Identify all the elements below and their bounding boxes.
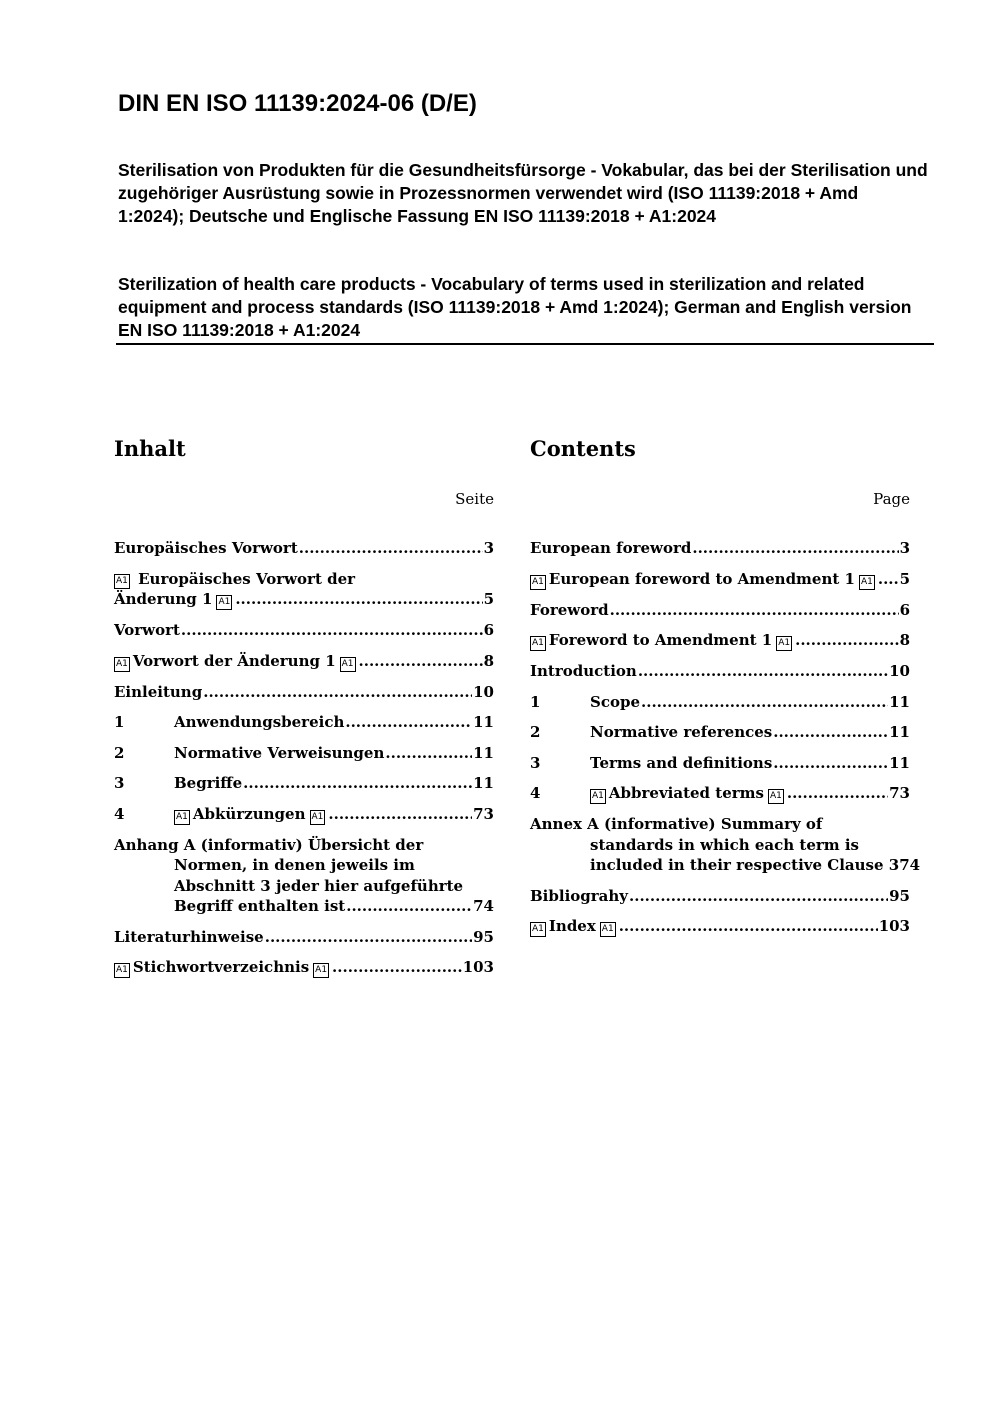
- toc-entry-title: Index: [548, 917, 596, 935]
- toc-entry-page: 11: [889, 753, 910, 772]
- amendment-start-marker: A1: [530, 575, 546, 590]
- toc-entry-page: 73: [889, 784, 910, 802]
- toc-entry[interactable]: [114, 538, 494, 559]
- toc-heading: Contents: [530, 436, 636, 461]
- amendment-start-marker: A1: [590, 789, 606, 804]
- toc-entry-title: Europäisches Vorwort der: [138, 569, 356, 588]
- toc-entry-page: 103: [462, 958, 494, 976]
- toc-entry-page: 11: [473, 743, 494, 762]
- toc-entry-page: 8: [483, 651, 494, 670]
- clause-number: 1: [114, 713, 125, 731]
- clause-number: 2: [114, 743, 125, 762]
- toc-entry[interactable]: [114, 682, 494, 703]
- toc-entry-title: Anwendungsbereich: [174, 713, 345, 731]
- toc-entry-title: Einleitung: [114, 682, 203, 701]
- toc-entry-title-cont: Abschnitt 3 jeder hier aufgeführte: [174, 876, 464, 895]
- toc-entry-page: 11: [889, 692, 910, 711]
- toc-entry-page: 6: [483, 621, 494, 639]
- amendment-end-marker: A1: [340, 657, 356, 672]
- clause-number: 2: [530, 723, 541, 741]
- toc-entry[interactable]: [530, 692, 910, 713]
- clause-number: 3: [530, 753, 541, 772]
- toc-entry[interactable]: [114, 927, 494, 948]
- amendment-end-marker: A1: [776, 636, 792, 651]
- amendment-end-marker: A1: [859, 575, 875, 590]
- page-column-label: Page: [873, 490, 910, 508]
- clause-number: 1: [530, 692, 541, 711]
- toc-entry-title: European foreword to Amendment 1: [548, 569, 855, 588]
- toc-entry-page: 3: [899, 539, 910, 557]
- toc-entry-title: Foreword to Amendment 1: [548, 631, 773, 649]
- toc-entry-page: 11: [473, 713, 494, 731]
- toc-entry-page: 8: [899, 631, 910, 649]
- toc-entry-title: Begriffe: [174, 774, 243, 792]
- toc-entry-title: Terms and definitions: [590, 753, 773, 772]
- toc-entry[interactable]: [530, 722, 910, 743]
- amendment-start-marker: A1: [530, 636, 546, 651]
- amendment-end-marker: A1: [600, 922, 616, 937]
- toc-entry-title: Bibliograhy: [530, 886, 628, 905]
- header-rule: [116, 343, 934, 345]
- toc-entry[interactable]: [530, 661, 910, 682]
- title-english: Sterilization of health care products - Vocabulary of terms used in sterilization and related equipment and process standards (ISO 11139:2018 + Amd 1:2024); German and English version EN ISO 11139:2018 + A1:2024: [118, 274, 912, 340]
- toc-entry[interactable]: [530, 753, 910, 774]
- toc-entry[interactable]: [530, 538, 910, 559]
- toc-entry-page: 10: [889, 662, 910, 680]
- toc-entry-title: Anhang A (informativ) Übersicht der: [114, 835, 424, 854]
- toc-entry-title-cont: standards in which each term is: [590, 835, 860, 854]
- toc-entry-title: Vorwort: [114, 621, 180, 639]
- amendment-end-marker: A1: [313, 963, 329, 978]
- toc-entry-page: 74: [473, 897, 494, 915]
- toc-entry-title-cont: included in their respective Clause 3: [590, 856, 900, 874]
- toc-entry[interactable]: [530, 600, 910, 621]
- amendment-start-marker: A1: [114, 574, 130, 589]
- toc-entry-page: 74: [899, 856, 921, 874]
- toc-heading: Inhalt: [114, 436, 186, 461]
- toc-entry[interactable]: [114, 957, 494, 978]
- toc-entry-page: 11: [889, 723, 910, 741]
- toc-entry-title: Abkürzungen: [192, 804, 306, 823]
- toc-entry-title: Foreword: [530, 600, 609, 619]
- toc-entry[interactable]: [530, 916, 910, 937]
- toc-entry-title: Introduction: [530, 662, 637, 680]
- toc-entry[interactable]: [114, 651, 494, 672]
- toc-entry[interactable]: [114, 569, 494, 611]
- toc-entry-title-cont: Änderung 1: [114, 590, 213, 608]
- toc-entry-title-cont: Begriff enthalten ist: [174, 897, 346, 915]
- page-column-label: Seite: [455, 490, 494, 508]
- toc-entry[interactable]: [530, 886, 910, 907]
- amendment-start-marker: A1: [174, 810, 190, 825]
- amendment-end-marker: A1: [216, 595, 232, 610]
- clause-number: 3: [114, 774, 125, 792]
- toc-entry[interactable]: [530, 814, 921, 876]
- toc-entry-title: Stichwortverzeichnis: [132, 958, 310, 976]
- toc-entry[interactable]: [114, 712, 494, 733]
- toc-entry-title: European foreword: [530, 539, 692, 557]
- title-german: Sterilisation von Produkten für die Gesundheitsfürsorge - Vokabular, das bei der Sterilisation und zugehöriger Ausrüstung sowie in Prozessnormen verwendet wird (ISO 11139:2018 + Amd 1:2024); Deutsche und Englische Fassung EN ISO 11139:2018 + A1:2024: [118, 160, 928, 226]
- toc-entry-page: 95: [889, 886, 910, 905]
- toc-entry-page: 103: [878, 917, 910, 935]
- toc-german: [114, 432, 494, 988]
- toc-entry-title: Annex A (informative) Summary of: [530, 815, 823, 833]
- toc-entry[interactable]: [114, 743, 494, 764]
- toc-entry[interactable]: [530, 569, 910, 590]
- toc-entry[interactable]: [530, 783, 910, 804]
- toc-entry-title-cont: Normen, in denen jeweils im: [174, 856, 415, 874]
- toc-entry-page: 5: [483, 590, 494, 608]
- clause-number: 4: [530, 784, 541, 802]
- toc-english: [530, 432, 921, 947]
- toc-entry-page: 95: [473, 927, 494, 946]
- amendment-end-marker: A1: [768, 789, 784, 804]
- toc-entry-title: Europäisches Vorwort: [114, 539, 298, 557]
- toc-entry-title: Vorwort der Änderung 1: [132, 651, 336, 670]
- toc-entry[interactable]: [114, 804, 494, 825]
- toc-entry[interactable]: [530, 630, 910, 651]
- toc-entry-page: 10: [473, 682, 494, 701]
- toc-entry[interactable]: [114, 773, 494, 794]
- amendment-start-marker: A1: [114, 657, 130, 672]
- toc-entry-page: 11: [473, 774, 494, 792]
- toc-entry-title: Scope: [590, 692, 641, 711]
- clause-number: 4: [114, 804, 125, 823]
- toc-entry[interactable]: [114, 620, 494, 641]
- amendment-end-marker: A1: [310, 810, 326, 825]
- toc-entry-title: Literaturhinweise: [114, 927, 264, 946]
- toc-entry[interactable]: [114, 835, 494, 917]
- amendment-start-marker: A1: [114, 963, 130, 978]
- toc-entry-page: 5: [899, 569, 910, 588]
- toc-entry-title: Normative Verweisungen: [174, 743, 385, 762]
- toc-entry-page: 73: [473, 804, 494, 823]
- document-id: DIN EN ISO 11139:2024-06 (D/E): [118, 90, 477, 117]
- amendment-start-marker: A1: [530, 922, 546, 937]
- toc-entry-page: 6: [899, 600, 910, 619]
- toc-entry-page: 3: [483, 539, 494, 557]
- toc-entry-title: Normative references: [590, 723, 773, 741]
- toc-entry-title: Abbreviated terms: [608, 784, 764, 802]
